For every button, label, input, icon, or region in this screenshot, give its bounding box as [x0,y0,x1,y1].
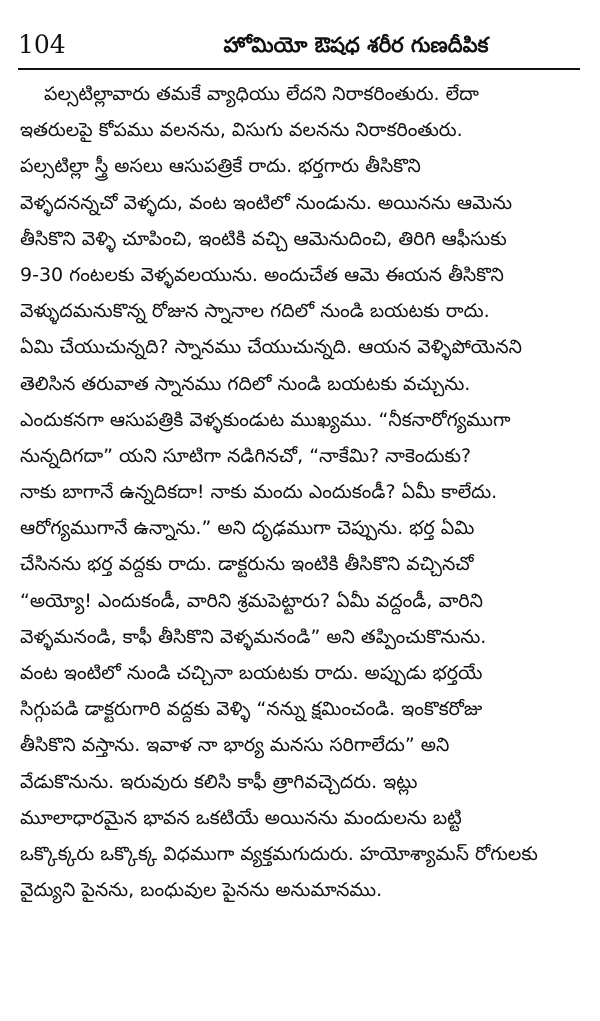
text-line: తీసికొని వెళ్ళి చూపించి, ఇంటికి వచ్చి ఆమెనుదించి, తిరిగి ఆఫీసుకు [20,227,507,250]
text-line: వెళ్ళదనన్నచో వెళ్ళదు, వంట ఇంటిలో నుండును. అయినను ఆమెను [20,191,513,214]
text-line: నున్నదిగదా” యని సూటిగా నడిగినచో, “నాకేమి? నాకెందుకు? [20,444,472,467]
text-line: ఇతరులపై కోపము వలనను, విసుగు వలనను నిరాకరింతురు. [20,119,463,142]
header-rule [18,68,580,70]
text-line: ఎందుకనగా ఆసుపత్రికి వెళ్ళకుండుట ముఖ్యము. “నీకనారోగ్యముగా [20,408,511,431]
text-line: పల్సటిల్లావారు తమకే వ్యాధియు లేదని నిరాకరింతురు. లేదా [44,83,479,105]
body-text [20,76,582,908]
page-number: 104 [18,30,66,59]
text-line: పల్సటిల్లా స్త్రీ అసలు ఆసుపత్రికే రాదు. భర్తగారు తీసికొని [20,155,421,178]
text-line: వంట ఇంటిలో నుండి చచ్చినా బయటకు రాదు. అప్పుడు భర్తయే [20,662,483,684]
page-header [18,26,582,66]
text-line: నాకు బాగానే ఉన్నదికదా! నాకు మందు ఎందుకండీ? ఏమీ కాలేదు. [20,481,498,504]
running-title: హోమియో ఔషధ శరీర గుణదీపిక [223,33,489,57]
text-line: తీసికొని వస్తాను. ఇవాళ నా భార్య మనసు సరిగాలేదు” అని [20,734,450,757]
text-line: మూలాధారమైన భావన ఒకటియే అయినను మందులను బట్టి [20,806,462,829]
text-line: ఒక్కొక్కరు ఒక్కొక్క విధముగా వ్యక్తమగుదురు. హయోశ్యామస్ రోగులకు [20,842,538,865]
text-line: ఆరోగ్యముగానే ఉన్నాను.” అని దృఢముగా చెప్పును. భర్త ఏమి [20,517,475,540]
text-line: వేడుకొనును. ఇరువురు కలిసి కాఫీ త్రాగివచ్చెదరు. ఇట్లు [20,770,418,793]
text-line: చేసినను భర్త వద్దకు రాదు. డాక్టరును ఇంటికి తీసికొని వచ్చినచో [20,553,474,576]
text-line: 9-30 గంటలకు వెళ్ళవలయును. అందుచేత ఆమె ఈయన తీసికొని [20,263,504,286]
text-line: “అయ్యో! ఎందుకండీ, వారిని శ్రమపెట్టారు? ఏమీ వద్దండీ, వారిని [20,589,483,612]
text-line: సిగ్గుపడి డాక్టరుగారి వద్దకు వెళ్ళి “నన్ను క్షమించండి. ఇంకొకరోజు [20,698,483,721]
text-line: వెళ్ళమనండి, కాఫీ తీసికొని వెళ్ళమనండి” అని తప్పించుకొనును. [20,625,487,648]
text-line: ఏమి చేయుచున్నది? స్నానము చేయుచున్నది. ఆయన వెళ్ళిపోయెనని [20,336,522,359]
text-line: తెలిసిన తరువాత స్నానము గదిలో నుండి బయటకు వచ్చును. [20,372,471,395]
text-line: వెళ్ళుదమనుకొన్న రోజున స్నానాల గదిలో నుండి బయటకు రాదు. [20,300,490,323]
text-line: వైద్యుని పైనను, బంధువుల పైనను అనుమానము. [20,879,383,902]
